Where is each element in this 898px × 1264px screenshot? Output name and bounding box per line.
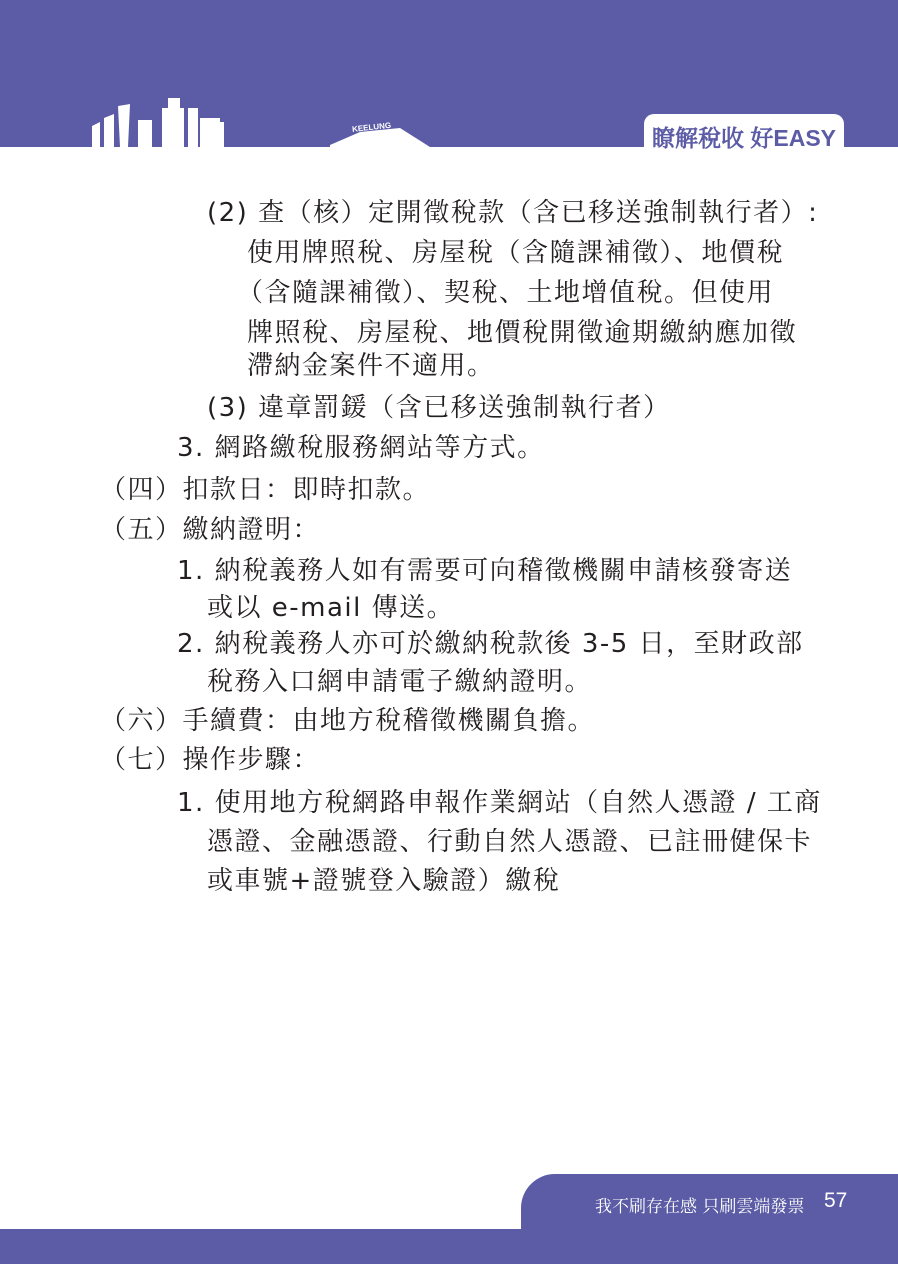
header-section-tab (644, 114, 844, 154)
body-line: （六）手續費：由地方稅稽徵機關負擔。 (100, 706, 596, 736)
body-line: （含隨課補徵）、契稅、土地增值稅。但使用 (237, 278, 775, 308)
body-line: （五）繳納證明： (100, 515, 321, 545)
body-line: 2. 納稅義務人亦可於繳納稅款後 3-5 日，至財政部 (177, 629, 804, 659)
body-line: (3) 違章罰鍰（含已移送強制執行者） (207, 393, 671, 423)
skyline-label: KEELUNG (351, 120, 392, 134)
body-line: 使用牌照稅、房屋稅（含隨課補徵）、地價稅 (247, 238, 785, 268)
body-line: 稅務入口網申請電子繳納證明。 (207, 667, 593, 697)
section-title: 瞭解稅收 好EASY (651, 125, 837, 151)
body-line: 或車號+證號登入驗證）繳稅 (207, 866, 561, 896)
body-line: 1. 納稅義務人如有需要可向稽徵機關申請核發寄送 (177, 556, 793, 586)
body-line: 滯納金案件不適用。 (247, 351, 495, 381)
footer-slogan: 我不刷存在感 只刷雲端發票 (595, 1197, 805, 1217)
body-line: 憑證、金融憑證、行動自然人憑證、已註冊健保卡 (207, 827, 813, 857)
body-line: 1. 使用地方稅網路申報作業網站（自然人憑證 / 工商 (177, 788, 822, 818)
page-number: 57 (824, 1189, 848, 1212)
body-line: 3. 網路繳稅服務網站等方式。 (177, 433, 545, 463)
body-line: (2) 查（核）定開徵稅款（含已移送強制執行者）: (207, 198, 819, 228)
body-line: （四）扣款日：即時扣款。 (100, 475, 431, 505)
footer-band (0, 1229, 898, 1264)
body-line: 牌照稅、房屋稅、地價稅開徵逾期繳納應加徵 (247, 318, 798, 348)
body-line: 或以 e-mail 傳送。 (207, 593, 455, 623)
body-line: （七）操作步驟： (100, 745, 321, 775)
